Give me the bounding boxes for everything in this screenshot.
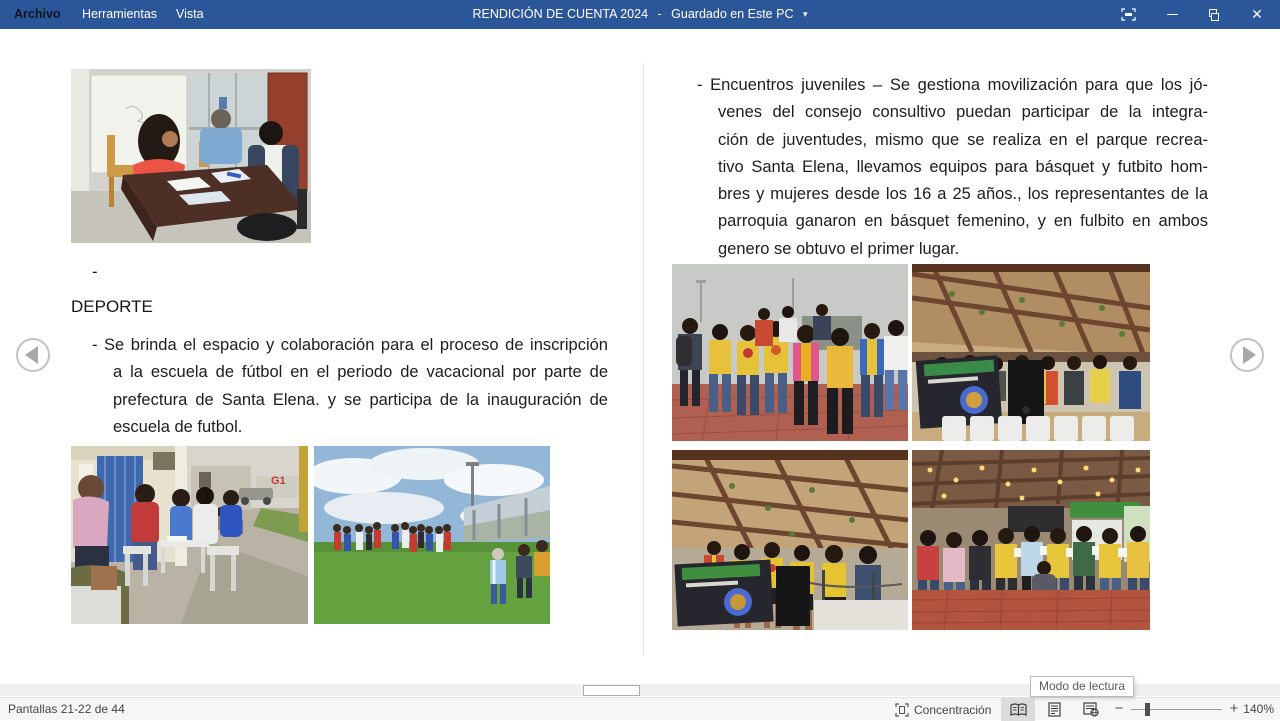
close-button[interactable] [1240,0,1274,29]
text-line: ción de juventudes, mismo que se realiza en el parque recrea- [718,130,1208,149]
view-print-layout-button[interactable] [1037,698,1071,721]
ribbon-options-button[interactable] [1111,0,1145,29]
menu-herramientas[interactable]: Herramientas [82,7,158,21]
arrow-right-icon [1243,346,1256,364]
dash-bullet: - [92,263,98,281]
photo-certificates-group [912,450,1150,630]
save-status[interactable]: Guardado en Este PC [671,7,794,21]
arrow-left-icon [25,346,38,364]
text-line: - Se brinda el espacio y colaboración para el proceso de inscripción [92,336,608,354]
text-line: parroquia ganaron en básquet femenino, y en fulbito en ambos [718,212,1208,231]
web-layout-icon [1083,702,1099,717]
crowd-jerseys-illustration [672,264,908,441]
text-line: - Encuentros juveniles – Se gestiona movilización para que los jó- [697,76,1208,94]
document-title: RENDICIÓN DE CUENTA 2024 [472,7,649,21]
page-indicator[interactable]: Pantallas 21-22 de 44 [8,702,125,716]
view-web-layout-button[interactable] [1074,698,1108,721]
menu-archivo[interactable]: Archivo [14,7,61,21]
focus-icon [895,703,909,717]
view-reading-mode-button[interactable] [1001,698,1035,721]
ribbon-options-icon [1121,8,1136,21]
zoom-slider-thumb[interactable] [1145,703,1150,716]
photo-pergola-group [912,264,1150,441]
right-paragraph [697,72,1208,263]
reading-view [0,29,1280,697]
restore-button[interactable] [1198,0,1232,29]
football-field-illustration [314,446,550,624]
zoom-level[interactable]: 140% [1243,702,1274,716]
photo-stage-women [672,450,908,630]
text-line: escuela de futbol. [113,417,243,436]
zoom-slider[interactable] [1131,709,1222,710]
statusbar [0,697,1280,720]
tooltip: Modo de lectura [1030,676,1134,697]
office-meeting-illustration [71,69,311,243]
stage-women-illustration [672,450,908,630]
title-separator: - [657,7,662,21]
reading-mode-icon [1010,703,1027,717]
photo-football-field [314,446,550,624]
close-icon: ✕ [1251,6,1263,22]
next-screen-button[interactable] [1230,338,1264,372]
text-line: prefectura de Santa Elena. y se participa de la inauguración de [113,390,608,409]
minimize-button[interactable] [1155,0,1189,29]
zoom-out-button[interactable]: − [1114,700,1124,717]
left-paragraph [92,332,608,441]
print-layout-icon [1048,702,1061,717]
zoom-in-button[interactable]: + [1229,700,1239,717]
text-line: tivo Santa Elena, llevamos equipos para básquet y futbito hom- [718,157,1208,176]
titlebar [0,0,1280,29]
text-line: genero se obtuvo el primer lugar. [718,239,960,258]
focus-mode-button[interactable] [895,698,991,721]
chevron-down-icon[interactable]: ▾ [802,9,808,19]
certificates-group-illustration [912,450,1150,630]
section-heading: DEPORTE [71,297,153,316]
text-line: venes del consejo consultivo puedan participar de la integra- [718,103,1208,122]
svg-text:G1: G1 [271,475,286,487]
page-divider [643,63,644,655]
photo-street-registration [71,446,308,624]
focus-label: Concentración [914,702,992,717]
scrollbar-thumb[interactable] [583,685,640,696]
titlebar-title [0,0,1280,29]
pergola-group-illustration [912,264,1150,441]
minimize-icon [1167,14,1178,15]
photo-office-meeting [71,69,311,243]
street-registration-illustration [71,446,308,624]
menu-vista[interactable]: Vista [176,7,204,21]
text-line: bres y mujeres desde los 16 a 25 años., los representantes de la [718,185,1208,204]
previous-screen-button[interactable] [16,338,50,372]
photo-crowd-jerseys [672,264,908,441]
text-line: a la escuela de fútbol en el periodo de vacacional por parte de [113,363,608,382]
